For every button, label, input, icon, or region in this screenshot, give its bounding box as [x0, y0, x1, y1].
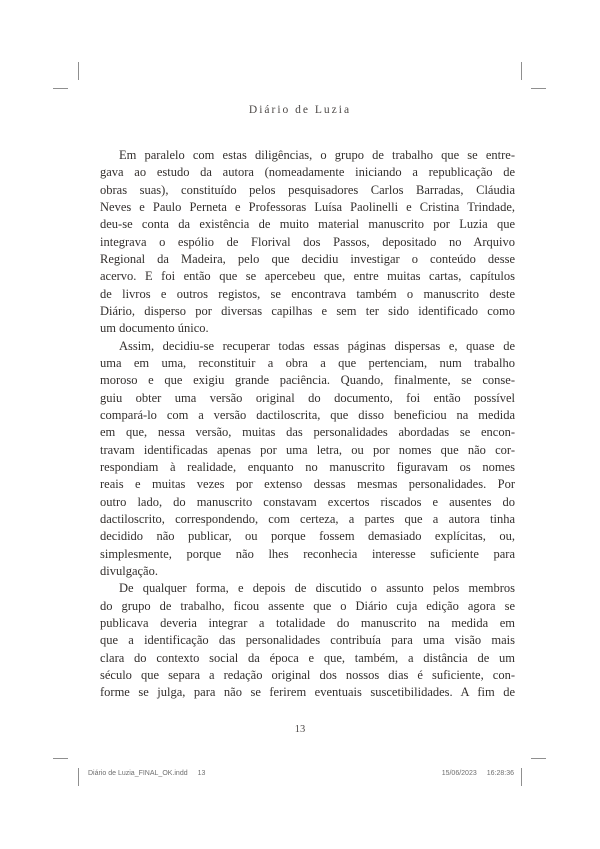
text-line: do grupo de trabalho, ficou assente que o Diário cuja edição agora se	[100, 598, 515, 613]
crop-mark-top-right-horizontal	[531, 88, 546, 89]
text-line: compará-lo com a versão dactiloscrita, que disso beneficiou na medida	[100, 407, 515, 422]
crop-mark-top-left-vertical	[78, 62, 79, 80]
text-line: que a identificação das personalidades contribuía para uma visão mais	[100, 633, 515, 648]
crop-mark-top-left-horizontal	[53, 88, 68, 89]
text-line: acervo. E foi então que se apercebeu que, entre muitas cartas, capítulos	[100, 269, 515, 284]
text-line: gava ao estudo da autora (nomeadamente iniciando a republicação de	[100, 165, 515, 180]
text-line: deu-se conta da existência de muito material manuscrito por Luzia que	[100, 217, 515, 232]
crop-mark-bottom-right-horizontal	[531, 758, 546, 759]
crop-mark-bottom-right-vertical	[521, 768, 522, 786]
text-line: Assim, decidiu-se recuperar todas essas páginas dispersas e, quase de	[119, 338, 515, 353]
crop-mark-bottom-left-horizontal	[53, 758, 68, 759]
text-line: reais e muitas vezes por extenso dessas mesmas personalidades. Por	[100, 477, 515, 492]
text-line: clara do contexto social da época e que, também, a distância de um	[100, 650, 515, 665]
crop-mark-top-right-vertical	[521, 62, 522, 80]
text-line: Neves e Paulo Perneta e Professoras Luísa Paolinelli e Cristina Trindade,	[100, 199, 515, 214]
text-line: outro lado, do manuscrito constavam excertos riscados e ausentes do	[100, 494, 515, 509]
text-line: moroso e que exigiu grande paciência. Quando, finalmente, se conse-	[100, 373, 515, 388]
slug-filename-line	[88, 770, 205, 777]
text-line: publicava deveria integrar a totalidade do manuscrito na medida em	[100, 615, 515, 630]
paragraph	[100, 147, 515, 338]
text-line: uma em uma, reconstituir a obra a que pertenciam, num trabalho	[100, 355, 515, 370]
text-line: forme se julga, para não se ferirem eventuais suscetibilidades. A fim de	[100, 685, 515, 700]
text-line: Diário, disperso por diversas capilhas e sem ter sido identificado como	[100, 303, 515, 318]
text-line: simplesmente, porque não lhes reconhecia interesse suficiente para	[100, 546, 515, 561]
text-line: dactiloscrito, correspondendo, com certeza, a partes que a autora tinha	[100, 511, 515, 526]
running-header: Diário de Luzia	[248, 104, 352, 116]
page-number: 13	[294, 724, 306, 735]
text-line: obras suas), constituído pelos pesquisadores Carlos Barradas, Cláudia	[100, 182, 515, 197]
crop-mark-bottom-left-vertical	[78, 768, 79, 786]
text-line: em que, nessa versão, muitas das personalidades abordadas se encon-	[100, 425, 515, 440]
paragraph	[100, 338, 515, 581]
slug-time: 16:28:36	[486, 770, 514, 777]
text-line: Em paralelo com estas diligências, o grupo de trabalho que se entre-	[119, 148, 515, 162]
slug-date: 15/06/2023	[441, 770, 477, 777]
text-line: decidido não publicar, ou porque fossem demasiado explícitas, ou,	[100, 529, 515, 544]
slug-page-ref: 13	[197, 770, 206, 777]
text-line: guiu obter uma versão original do documento, foi então possível	[100, 390, 515, 405]
slug-filename: Diário de Luzia_FINAL_OK.indd	[88, 770, 188, 777]
text-line: um documento único.	[100, 321, 209, 336]
text-line: Regional da Madeira, pelo que decidiu investigar o conteúdo desse	[100, 251, 515, 266]
slug-datetime-line	[442, 770, 514, 777]
text-line: de livros e outros registos, se encontrava também o manuscrito deste	[100, 286, 515, 301]
text-line: respondiam à realidade, enquanto no manuscrito figuravam os nomes	[100, 459, 515, 474]
paragraph	[100, 580, 515, 701]
text-line: integrava o espólio de Florival dos Passos, depositado no Arquivo	[100, 234, 515, 249]
text-line: século que separa a redação original dos nossos dias é suficiente, con-	[100, 667, 515, 682]
text-line: divulgação.	[100, 563, 158, 578]
body-text	[100, 147, 515, 702]
text-line: travam identificadas apenas por uma letra, ou por nomes que não cor-	[100, 442, 515, 457]
text-line: De qualquer forma, e depois de discutido o assunto pelos membros	[119, 581, 515, 596]
